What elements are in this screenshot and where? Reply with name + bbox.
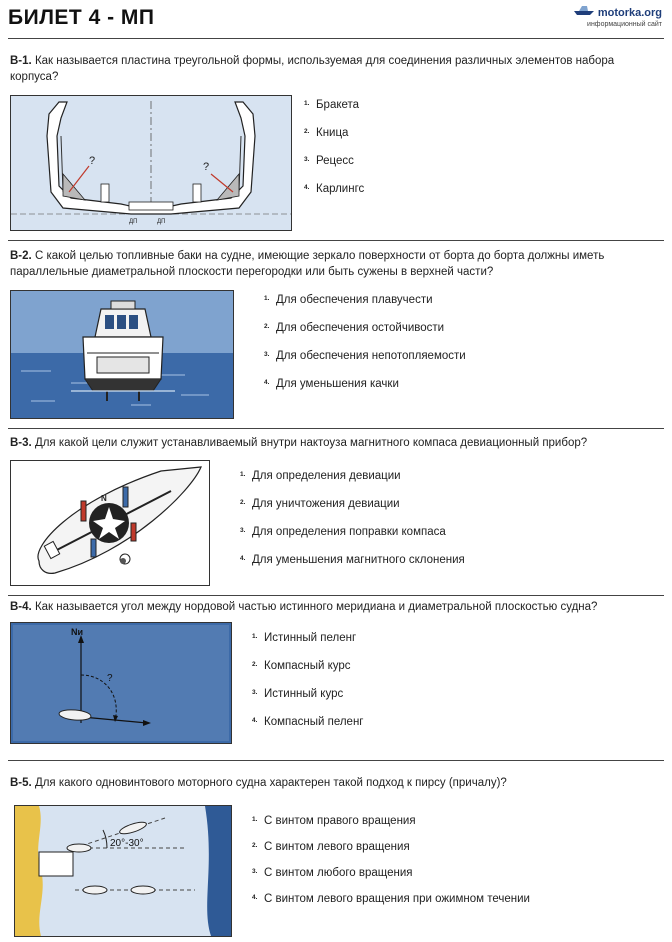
question-2-number: В-2. <box>10 250 32 262</box>
hull-section-illustration <box>10 95 292 231</box>
option-3-3[interactable]: 3. Для определения поправки компаса <box>240 526 446 538</box>
option-1-1[interactable]: 1. Бракета <box>304 99 360 111</box>
true-course-illustration <box>10 622 232 744</box>
option-3-4[interactable]: 4. Для уменьшения магнитного склонения <box>240 554 465 566</box>
divider <box>8 760 664 761</box>
question-1-number: В-1. <box>10 55 32 67</box>
option-2-3[interactable]: 3. Для обеспечения непотопляемости <box>264 350 466 362</box>
compass-north-label: N <box>101 494 107 503</box>
option-3-1[interactable]: 1. Для определения девиации <box>240 470 401 482</box>
option-5-4[interactable]: 4. С винтом левого вращения при ожимном течении <box>252 893 530 905</box>
question-3-options <box>240 470 500 580</box>
page-title: БИЛЕТ 4 - МП <box>8 6 155 29</box>
question-1-options <box>304 99 504 209</box>
divider <box>8 240 664 241</box>
option-2-2[interactable]: 2. Для обеспечения остойчивости <box>264 322 445 334</box>
question-3 <box>10 435 658 451</box>
boat-stern-illustration <box>10 290 234 419</box>
question-5-text: Для какого одновинтового моторного судна характерен такой подход к пирсу (причалу)? <box>34 777 507 789</box>
question-4-options <box>252 632 512 742</box>
hull-label-left: ? <box>89 155 96 167</box>
compass-device-illustration <box>10 460 210 586</box>
question-4 <box>10 599 658 615</box>
divider <box>8 38 664 39</box>
pier-approach-illustration <box>14 805 232 937</box>
divider <box>8 428 664 429</box>
question-1-text: Как называется пластина треугольной формы, используемая для соединения различных элементов набора корпуса? <box>10 55 615 83</box>
option-5-3[interactable]: 3. С винтом любого вращения <box>252 867 413 879</box>
option-2-1[interactable]: 1. Для обеспечения плавучести <box>264 294 433 306</box>
meridian-label: Nи <box>71 627 84 637</box>
angle-label: ? <box>107 673 113 684</box>
question-2-options <box>264 294 524 404</box>
angle-range-label: 20°-30° <box>110 838 144 849</box>
hull-label-right: ? <box>203 161 210 173</box>
question-5-options <box>252 815 572 925</box>
option-4-1[interactable]: 1. Истинный пеленг <box>252 632 357 644</box>
site-tagline: информационный сайт <box>587 21 662 29</box>
question-3-number: В-3. <box>10 437 32 449</box>
question-1 <box>10 53 658 85</box>
option-3-2[interactable]: 2. Для уничтожения девиации <box>240 498 400 510</box>
option-4-4[interactable]: 4. Компасный пеленг <box>252 716 364 728</box>
option-1-4[interactable]: 4. Карлингс <box>304 183 365 195</box>
question-3-text: Для какой цели служит устанавливаемый внутри нактоуза магнитного компаса девиационный прибор? <box>34 437 588 449</box>
option-4-3[interactable]: 3. Истинный курс <box>252 688 344 700</box>
question-2 <box>10 248 658 280</box>
hull-label-dp-right: ДП <box>157 219 166 225</box>
question-4-text: Как называется угол между нордовой частью истинного меридиана и диаметральной плоскостью судна? <box>34 601 598 613</box>
question-5-number: В-5. <box>10 777 32 789</box>
option-2-4[interactable]: 4. Для уменьшения качки <box>264 378 399 390</box>
question-5 <box>10 775 658 791</box>
boat-logo-icon <box>573 4 595 20</box>
option-5-2[interactable]: 2. С винтом левого вращения <box>252 841 410 853</box>
option-1-3[interactable]: 3. Рецесс <box>304 155 354 167</box>
site-name: motorka.org <box>597 7 662 20</box>
option-4-2[interactable]: 2. Компасный курс <box>252 660 351 672</box>
divider <box>8 595 664 596</box>
hull-label-dp-left: ДП <box>129 219 138 225</box>
question-2-text: С какой целью топливные баки на судне, имеющие зеркало поверхности от борта до борта должны иметь параллельные диаметральной плоскости перегородки или быть сужены в верхней части? <box>10 250 605 278</box>
site-logo[interactable] <box>573 4 662 28</box>
option-1-2[interactable]: 2. Кница <box>304 127 349 139</box>
option-5-1[interactable]: 1. С винтом правого вращения <box>252 815 416 827</box>
question-4-number: В-4. <box>10 601 32 613</box>
